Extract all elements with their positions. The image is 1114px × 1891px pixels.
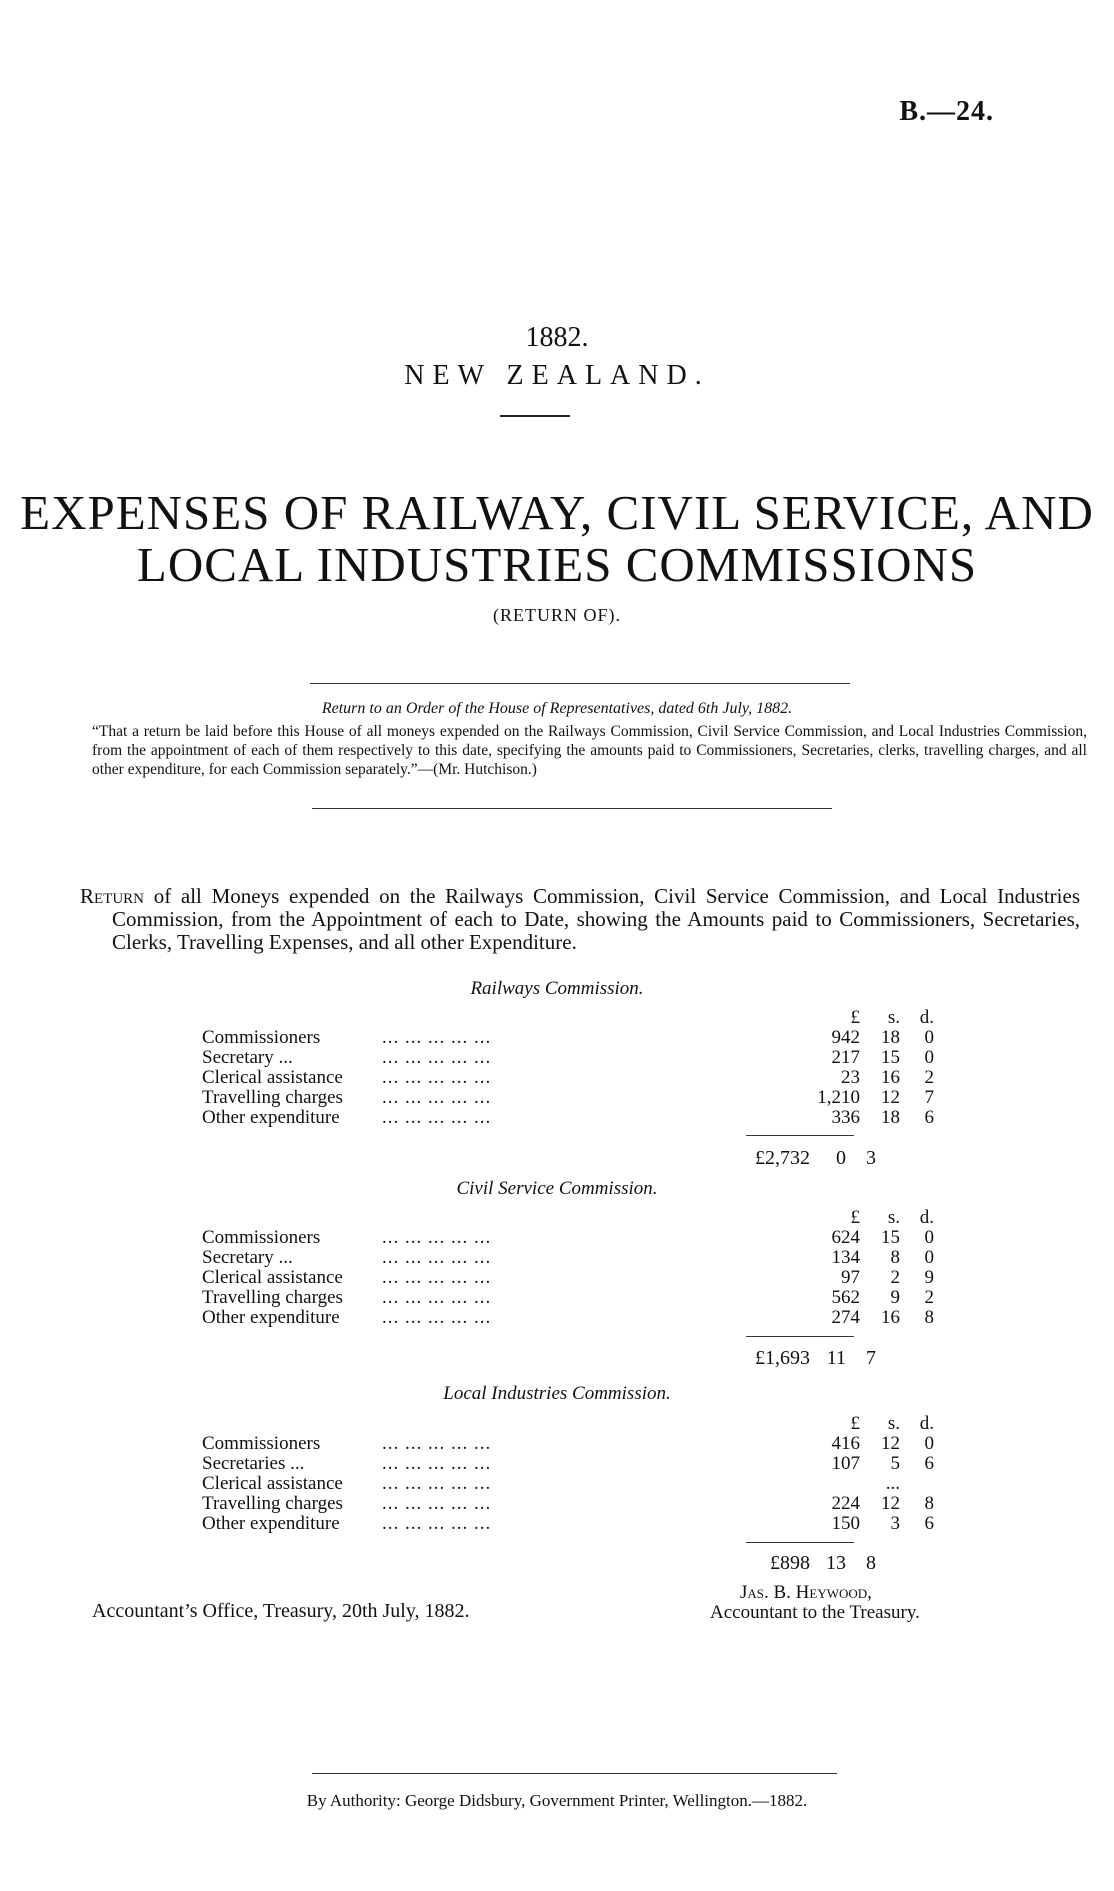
row-label: Clerical assistance: [202, 1473, 343, 1494]
table-row: [202, 1434, 934, 1454]
section-title-local-industries: Local Industries Commission.: [443, 1383, 671, 1404]
row-pence: 0: [924, 1227, 934, 1248]
row-shillings: 12: [881, 1433, 900, 1454]
table-row: [202, 1228, 934, 1248]
title-subtitle: (RETURN OF).: [493, 605, 621, 625]
row-pence: 2: [924, 1287, 934, 1308]
divider-short: [500, 415, 570, 417]
row-pounds: 416: [831, 1433, 860, 1454]
signatory-name: Jas. B. Heywood,: [740, 1582, 872, 1603]
row-pounds: 274: [831, 1307, 860, 1328]
return-intro-text: of all Moneys expended on the Railways Commission, Civil Service Commission, and Local Industries Commission, from the Appointment of each to Date, showing the Amounts paid to Commissioners, Secretaries, Clerks, Travelling Expenses, and all other Expenditure.: [112, 884, 1080, 954]
total-pounds: £1,693: [755, 1347, 810, 1369]
row-pence: 8: [924, 1493, 934, 1514]
table-row: [202, 1108, 934, 1128]
section-title-railways: Railways Commission.: [470, 978, 644, 999]
unit-header-row: [202, 1008, 934, 1028]
row-pounds: 624: [831, 1227, 860, 1248]
total-shillings: 0: [836, 1147, 846, 1169]
row-label: Travelling charges: [202, 1493, 343, 1514]
country-heading: NEW ZEALAND.: [404, 360, 710, 391]
table-row: [202, 1068, 934, 1088]
leader-dots: ... ... ... ... ...: [382, 1247, 492, 1268]
row-label: Secretaries ...: [202, 1453, 305, 1474]
total-shillings: 13: [826, 1552, 846, 1574]
section-title-civil-service: Civil Service Commission.: [456, 1178, 658, 1199]
row-label: Other expenditure: [202, 1307, 340, 1328]
total-rule: [746, 1542, 854, 1543]
office-date-line: Accountant’s Office, Treasury, 20th July, 1882.: [92, 1600, 470, 1622]
row-shillings: 16: [881, 1067, 900, 1088]
leader-dots: ... ... ... ... ...: [382, 1307, 492, 1328]
row-pounds: 1,210: [817, 1087, 860, 1108]
row-pence: 0: [924, 1047, 934, 1068]
leader-dots: ... ... ... ... ...: [382, 1453, 492, 1474]
total-pence: 3: [866, 1147, 876, 1169]
row-label: Commissioners: [202, 1027, 321, 1048]
signatory-title: Accountant to the Treasury.: [710, 1602, 920, 1623]
row-pence: 6: [924, 1513, 934, 1534]
leader-dots: ... ... ... ... ...: [382, 1267, 492, 1288]
row-label: Commissioners: [202, 1227, 321, 1248]
row-pounds: 150: [831, 1513, 860, 1534]
leader-dots: ... ... ... ... ...: [382, 1513, 492, 1534]
printer-imprint: By Authority: George Didsbury, Government Printer, Wellington.—1882.: [306, 1791, 808, 1810]
total-pounds: £898: [770, 1552, 810, 1574]
row-pence: 6: [924, 1453, 934, 1474]
total-pence: 7: [866, 1347, 876, 1369]
shilling-unit: s.: [887, 1413, 900, 1434]
row-pence: 0: [924, 1433, 934, 1454]
row-pence: 8: [924, 1307, 934, 1328]
shilling-unit: s.: [887, 1007, 900, 1028]
leader-dots: ... ... ... ... ...: [382, 1067, 492, 1088]
row-label: Other expenditure: [202, 1513, 340, 1534]
total-civil-service: [738, 1347, 876, 1370]
row-pence: 0: [924, 1247, 934, 1268]
row-shillings: 2: [890, 1267, 900, 1288]
row-shillings: 15: [881, 1227, 900, 1248]
order-heading: Return to an Order of the House of Representatives, dated 6th July, 1882.: [321, 700, 793, 717]
row-pounds: 336: [831, 1107, 860, 1128]
row-shillings: 18: [881, 1107, 900, 1128]
pence-unit: d.: [919, 1413, 934, 1434]
row-shillings: 15: [881, 1047, 900, 1068]
row-label: Secretary ...: [202, 1047, 293, 1068]
row-pounds: 134: [831, 1247, 860, 1268]
row-shillings: 16: [881, 1307, 900, 1328]
shilling-unit: s.: [887, 1207, 900, 1228]
unit-header-row: [202, 1414, 934, 1434]
row-label: Travelling charges: [202, 1287, 343, 1308]
table-row: [202, 1028, 934, 1048]
railways-table: [202, 1008, 934, 1128]
row-shillings: 12: [881, 1493, 900, 1514]
row-pounds: 562: [831, 1287, 860, 1308]
row-label: Travelling charges: [202, 1087, 343, 1108]
leader-dots: ... ... ... ... ...: [382, 1227, 492, 1248]
table-row: [202, 1248, 934, 1268]
title-line-2: LOCAL INDUSTRIES COMMISSIONS: [136, 537, 978, 592]
table-row: [202, 1308, 934, 1328]
leader-dots: ... ... ... ... ...: [382, 1473, 492, 1494]
return-intro-lead: Return: [80, 884, 145, 908]
table-row: [202, 1514, 934, 1534]
row-pence: 6: [924, 1107, 934, 1128]
row-shillings: 9: [890, 1287, 900, 1308]
leader-dots: ... ... ... ... ...: [382, 1433, 492, 1454]
return-intro: [80, 885, 1080, 954]
pence-unit: d.: [919, 1007, 934, 1028]
row-pounds: 224: [831, 1493, 860, 1514]
table-row: [202, 1088, 934, 1108]
table-row: [202, 1454, 934, 1474]
row-shillings: 18: [881, 1027, 900, 1048]
row-shillings: 12: [881, 1087, 900, 1108]
pence-unit: d.: [919, 1207, 934, 1228]
pound-unit: £: [850, 1413, 860, 1434]
row-pence: 2: [924, 1067, 934, 1088]
leader-dots: ... ... ... ... ...: [382, 1027, 492, 1048]
civil-service-table: [202, 1208, 934, 1328]
total-pounds: £2,732: [755, 1147, 810, 1169]
row-pounds: 23: [841, 1067, 860, 1088]
row-shillings: 3: [890, 1513, 900, 1534]
local-industries-table: [202, 1414, 934, 1534]
leader-dots: ... ... ... ... ...: [382, 1287, 492, 1308]
row-pounds: 107: [831, 1453, 860, 1474]
row-pence: [900, 1474, 934, 1494]
leader-dots: ... ... ... ... ...: [382, 1493, 492, 1514]
table-row: [202, 1474, 934, 1494]
total-pence: 8: [866, 1552, 876, 1574]
row-shillings: 8: [890, 1247, 900, 1268]
row-pounds: 97: [841, 1267, 860, 1288]
pound-unit: £: [850, 1007, 860, 1028]
total-railways: [738, 1147, 876, 1170]
row-pence: 9: [924, 1267, 934, 1288]
row-pounds: 942: [831, 1027, 860, 1048]
row-label: Clerical assistance: [202, 1067, 343, 1088]
row-pounds: 217: [831, 1047, 860, 1068]
table-row: [202, 1268, 934, 1288]
table-row: [202, 1048, 934, 1068]
total-rule: [746, 1135, 854, 1136]
row-pence: 0: [924, 1027, 934, 1048]
row-pence: 7: [924, 1087, 934, 1108]
row-pounds: [802, 1474, 860, 1494]
row-label: Secretary ...: [202, 1247, 293, 1268]
leader-dots: ... ... ... ... ...: [382, 1047, 492, 1068]
row-label: Other expenditure: [202, 1107, 340, 1128]
table-row: [202, 1494, 934, 1514]
row-shillings: ...: [885, 1473, 900, 1494]
pound-unit: £: [850, 1207, 860, 1228]
row-label: Commissioners: [202, 1433, 321, 1454]
page-code: B.—24.: [899, 96, 994, 127]
total-shillings: 11: [826, 1347, 846, 1369]
table-row: [202, 1288, 934, 1308]
total-local-industries: [738, 1552, 876, 1575]
unit-header-row: [202, 1208, 934, 1228]
divider-1: [310, 683, 850, 684]
total-rule: [746, 1336, 854, 1337]
document-year: 1882.: [525, 322, 589, 353]
leader-dots: ... ... ... ... ...: [382, 1107, 492, 1128]
order-text: “That a return be laid before this House of all moneys expended on the Railways Commission, Civil Service Commission, and Local Industries Commission, from the appointment of each of them respectively to this date, specifying the amounts paid to Commissioners, Secretaries, clerks, travelling charges, and all other expenditure, for each Commission separately.”—(Mr. Hutchison.): [92, 723, 1087, 778]
divider-3: [312, 1773, 837, 1774]
divider-2: [312, 808, 832, 809]
row-label: Clerical assistance: [202, 1267, 343, 1288]
leader-dots: ... ... ... ... ...: [382, 1087, 492, 1108]
title-line-1: EXPENSES OF RAILWAY, CIVIL SERVICE, AND: [20, 485, 1094, 540]
row-shillings: 5: [890, 1453, 900, 1474]
